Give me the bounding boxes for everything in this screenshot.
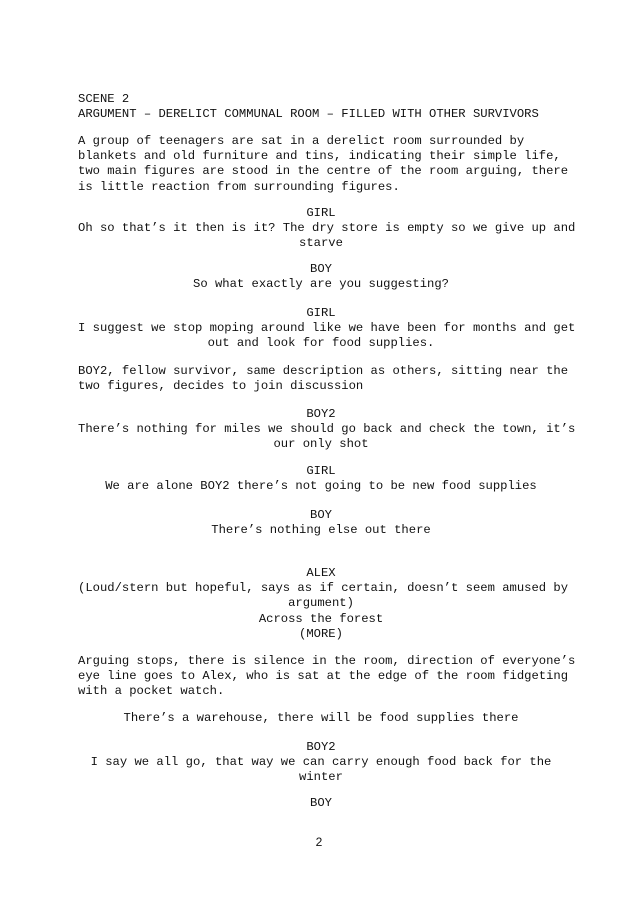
action-paragraph [78, 364, 569, 394]
character-name: BOY [310, 262, 332, 276]
action-line: Arguing stops, there is silence in the room, direction of everyone’s [78, 654, 576, 668]
action-line: with a pocket watch. [78, 684, 225, 699]
dialogue-block [78, 262, 564, 292]
action-line: two main figures are stood in the centre of the room arguing, there [78, 164, 569, 179]
action-line: is little reaction from surrounding figures. [78, 179, 400, 194]
dialogue-block [78, 306, 576, 352]
dialogue-line: I say we all go, that way we can carry enough food back for the [90, 755, 552, 770]
character-name: GIRL [306, 464, 336, 478]
dialogue-block [78, 740, 564, 786]
action-line: A group of teenagers are sat in a derelict room surrounded by [78, 134, 525, 148]
dialogue-block [78, 464, 564, 494]
character-name: ALEX [306, 566, 336, 580]
action-paragraph [78, 654, 576, 700]
action-paragraph [78, 134, 569, 195]
character-name: BOY [310, 796, 332, 810]
dialogue-line: There’s nothing for miles we should go back and check the town, it’s [78, 422, 576, 437]
parenthetical-line: argument) [288, 596, 354, 611]
character-name: BOY2 [306, 407, 336, 421]
dialogue-line: There’s nothing else out there [211, 523, 431, 538]
page-number: 2 [315, 835, 323, 849]
dialogue-line: Oh so that’s it then is it? The dry store is empty so we give up and [78, 221, 576, 236]
dialogue-line: There’s a warehouse, there will be food supplies there [123, 711, 519, 725]
dialogue-line: out and look for food supplies. [207, 336, 435, 351]
action-line: eye line goes to Alex, who is sat at the edge of the room fidgeting [78, 669, 569, 684]
character-name: BOY2 [306, 740, 336, 754]
dialogue-line: Across the forest [258, 611, 384, 626]
parenthetical-line: (Loud/stern but hopeful, says as if certain, doesn’t seem amused by [78, 581, 569, 596]
scene-heading: ARGUMENT – DERELICT COMMUNAL ROOM – FILLED WITH OTHER SURVIVORS [78, 107, 539, 122]
dialogue-block [78, 508, 564, 538]
dialogue-line: our only shot [273, 437, 369, 452]
action-line: BOY2, fellow survivor, same description as others, sitting near the [78, 364, 569, 378]
more-marker: (MORE) [299, 626, 343, 641]
dialogue-line: So what exactly are you suggesting? [193, 277, 449, 292]
dialogue-line: We are alone BOY2 there’s not going to be new food supplies [105, 479, 537, 494]
dialogue-block [78, 407, 576, 453]
dialogue-block [78, 566, 569, 642]
dialogue-block [78, 711, 564, 726]
scene-number: SCENE 2 [78, 92, 130, 106]
dialogue-line: starve [299, 236, 343, 251]
action-line: two figures, decides to join discussion [78, 379, 364, 394]
dialogue-block [78, 796, 564, 811]
dialogue-line: I suggest we stop moping around like we have been for months and get [78, 321, 576, 336]
character-name: GIRL [306, 206, 336, 220]
action-line: blankets and old furniture and tins, indicating their simple life, [78, 149, 561, 164]
character-name: GIRL [306, 306, 336, 320]
dialogue-line: winter [299, 770, 343, 785]
dialogue-block [78, 206, 576, 252]
character-name: BOY [310, 508, 332, 522]
scene-header [78, 92, 564, 122]
